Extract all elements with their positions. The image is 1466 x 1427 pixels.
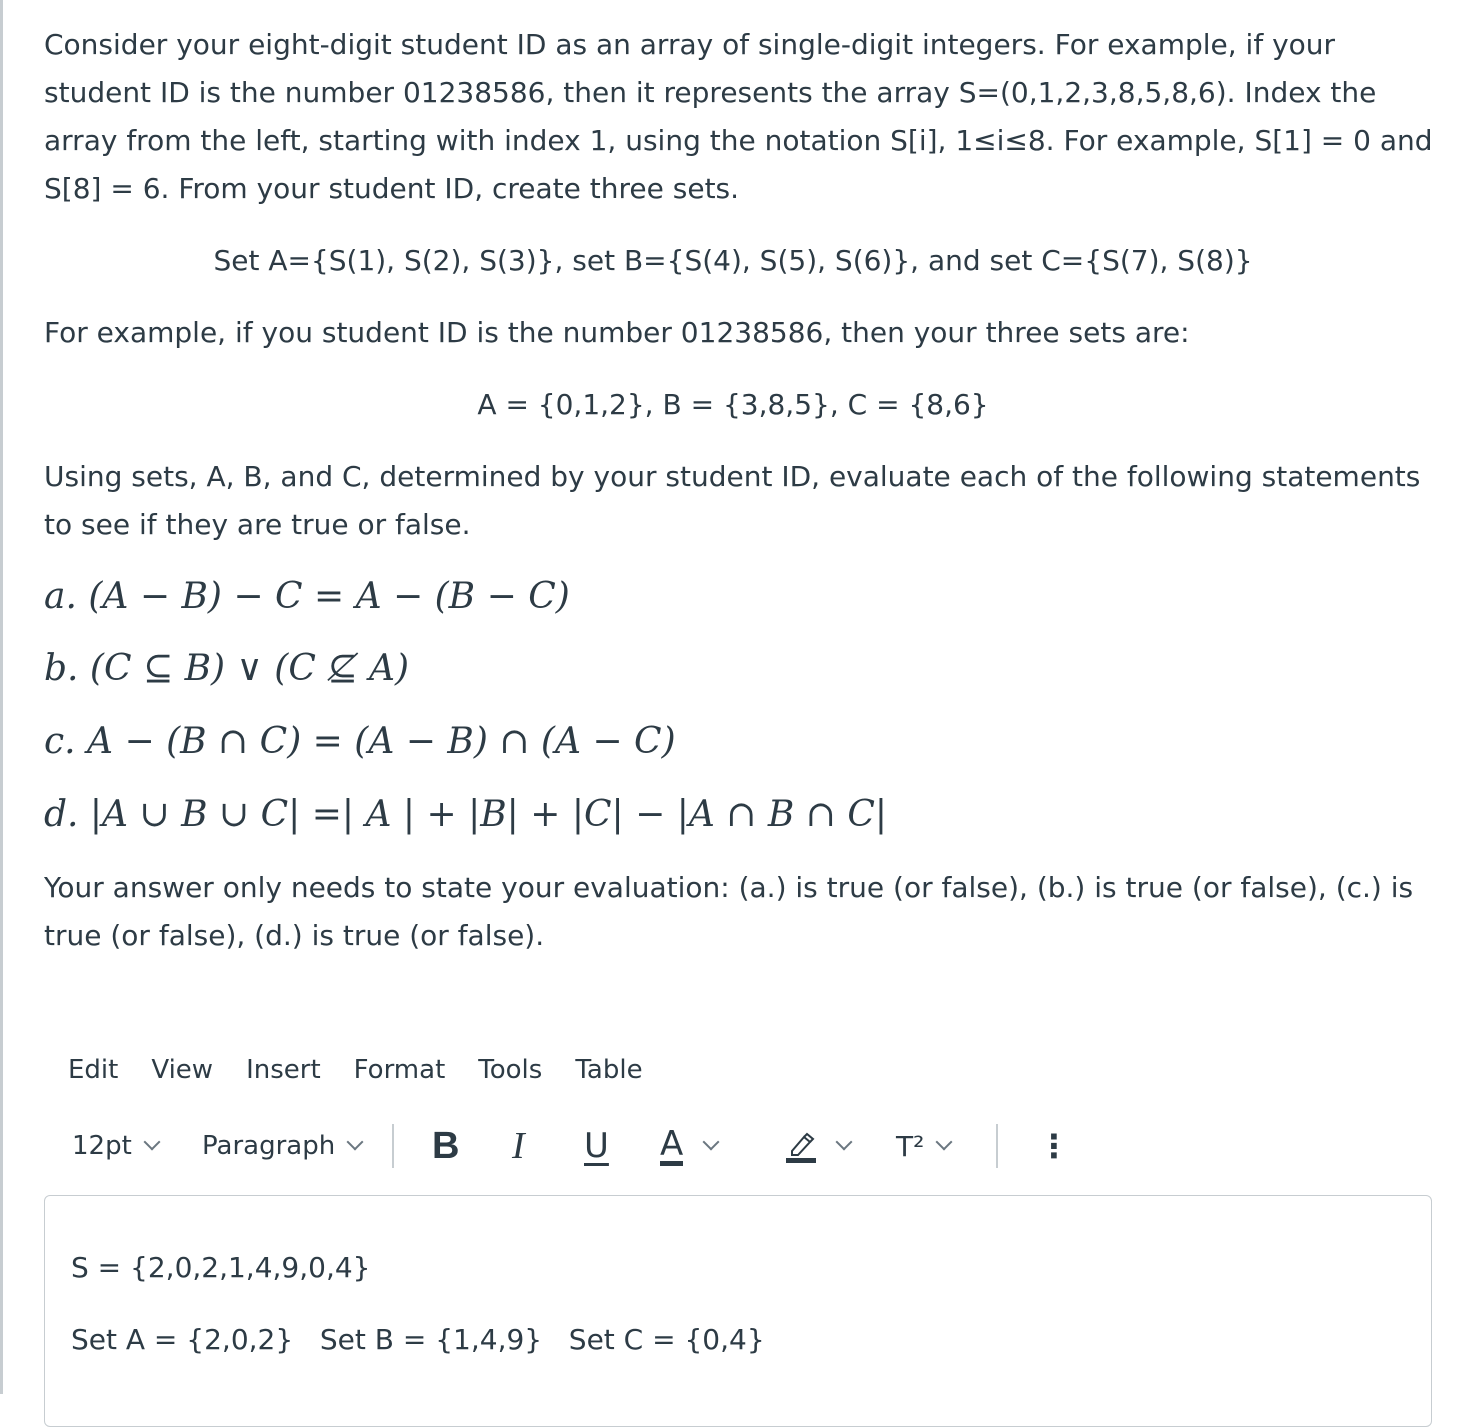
statement-a: a. (A − B) − C = A − (B − C)	[44, 576, 570, 617]
underline-icon: U	[584, 1126, 609, 1166]
left-border	[0, 0, 3, 1394]
block-format-dropdown[interactable]	[202, 1120, 361, 1172]
editor-toolbar	[72, 1120, 1072, 1172]
menu-tools[interactable]: Tools	[478, 1055, 543, 1085]
example-intro: For example, if you student ID is the number 01238586, then your three sets are:	[44, 316, 1190, 349]
more-vertical-icon: ⋮	[1038, 1127, 1070, 1165]
superscript-icon: T²	[896, 1129, 925, 1163]
editor-content-area[interactable]	[44, 1195, 1432, 1427]
editor-menubar	[68, 1050, 676, 1090]
chevron-down-icon	[347, 1134, 364, 1151]
intro-paragraph: Consider your eight-digit student ID as an array of single-digit integers. For example, if your student ID is the number 01238586, then it represents the array S=(0,1,2,3,8,5,8,6). Index the array from the left, starting with index 1, using the notation S[i], 1≤i≤8. For example, S[1] = 0 and S[8] = 6. From your student ID, create three sets.	[44, 28, 1433, 205]
content-line-s: S = {2,0,2,1,4,9,0,4}	[71, 1251, 371, 1284]
menu-format[interactable]: Format	[353, 1055, 446, 1085]
underline-button[interactable]	[584, 1120, 609, 1172]
statement-d: d. |A ∪ B ∪ C| =| A | + |B| + |C| − |A ∩ B ∩ C|	[44, 794, 888, 835]
italic-icon: I	[512, 1125, 525, 1167]
instructions-paragraph: Using sets, A, B, and C, determined by your student ID, evaluate each of the following statements to see if they are true or false.	[44, 460, 1421, 541]
chevron-down-icon	[936, 1134, 953, 1151]
highlight-color-button[interactable]	[784, 1120, 850, 1172]
menu-edit[interactable]: Edit	[68, 1055, 119, 1085]
highlighter-icon	[784, 1129, 818, 1163]
font-size-dropdown[interactable]	[72, 1120, 158, 1172]
chevron-down-icon	[836, 1134, 853, 1151]
bold-button[interactable]	[432, 1120, 459, 1172]
statement-b: b. (C ⊆ B) ∨ (C ⊈ A)	[44, 648, 409, 689]
font-size-value: 12pt	[72, 1131, 132, 1161]
block-format-value: Paragraph	[202, 1131, 336, 1161]
text-color-button[interactable]	[660, 1120, 717, 1172]
example-sets: A = {0,1,2}, B = {3,8,5}, C = {8,6}	[477, 388, 989, 421]
toolbar-divider	[392, 1124, 394, 1168]
menu-table[interactable]: Table	[575, 1055, 643, 1085]
chevron-down-icon	[143, 1134, 160, 1151]
italic-button[interactable]	[512, 1120, 525, 1172]
menu-view[interactable]: View	[151, 1055, 214, 1085]
statement-c: c. A − (B ∩ C) = (A − B) ∩ (A − C)	[44, 721, 676, 762]
answer-format-paragraph: Your answer only needs to state your evaluation: (a.) is true (or false), (b.) is true (or false), (c.) is true (or false), (d.) is true (or false).	[44, 871, 1414, 952]
more-options-button[interactable]	[1038, 1120, 1070, 1172]
menu-insert[interactable]: Insert	[246, 1055, 321, 1085]
sets-definition: Set A={S(1), S(2), S(3)}, set B={S(4), S(5), S(6)}, and set C={S(7), S(8)}	[213, 244, 1253, 277]
toolbar-divider	[996, 1124, 998, 1168]
text-color-icon: A	[660, 1123, 684, 1164]
content-line-sets: Set A = {2,0,2} Set B = {1,4,9} Set C = {0,4}	[71, 1323, 765, 1356]
superscript-button[interactable]	[896, 1120, 950, 1172]
chevron-down-icon	[703, 1134, 720, 1151]
bold-icon: B	[432, 1124, 460, 1167]
